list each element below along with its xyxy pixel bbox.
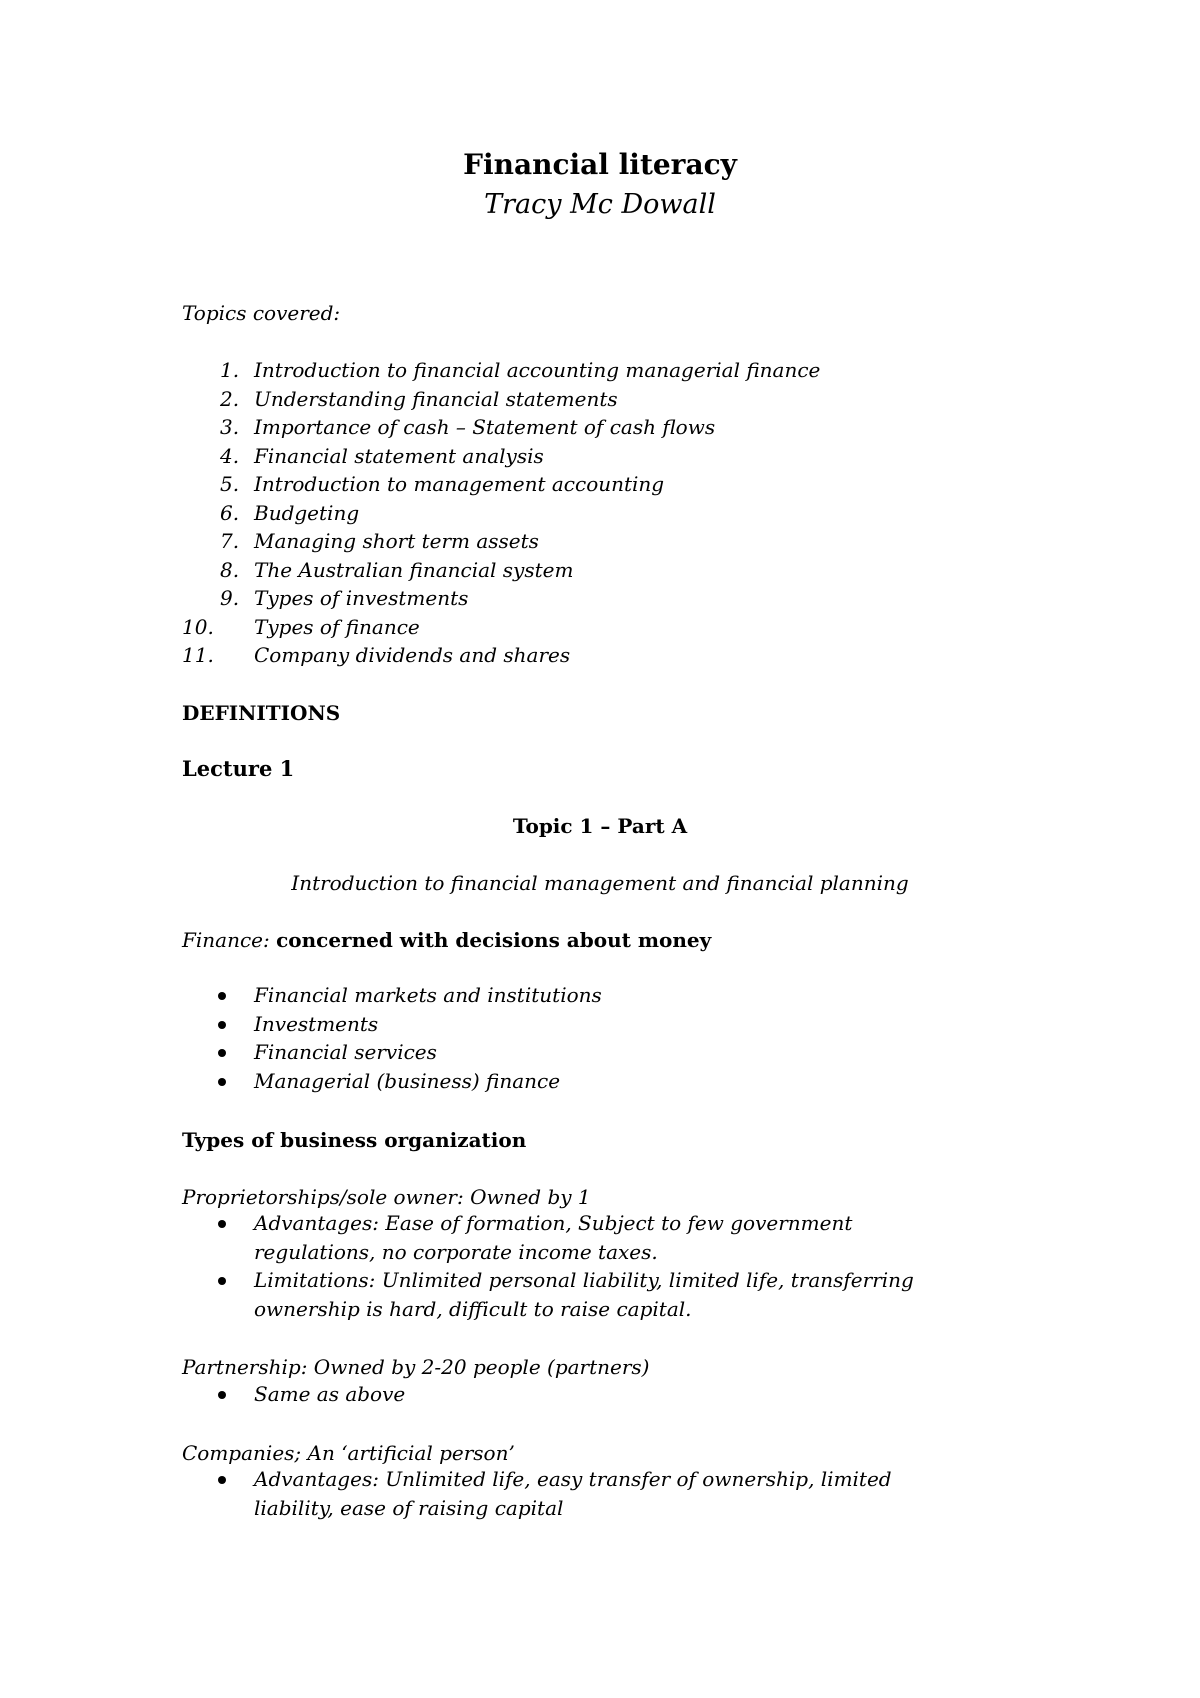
list-item [182,1380,974,1409]
proprietorship-list [182,1209,974,1323]
finance-list [182,981,974,1095]
topic-subtitle: Introduction to financial management and financial planning [291,871,909,895]
finance-definition [182,927,711,953]
list-item [182,1067,974,1096]
topic-item [182,613,820,642]
list-item-text: Advantages: Ease of formation, Subject to few government regulations, no corporate income taxes. [254,1211,853,1264]
bullet-icon [218,1049,226,1057]
list-item-text: Same as above [254,1382,406,1406]
definitions-heading: DEFINITIONS [182,701,341,725]
topics-heading: Topics covered: [182,301,341,325]
proprietorship-heading: Proprietorships/sole owner: Owned by 1 [182,1185,591,1209]
bullet-icon [218,992,226,1000]
document-title: Financial literacy [463,148,737,181]
topic-item [182,527,820,556]
topic-text: Financial statement analysis [254,443,544,468]
topic-number: 9. [220,586,240,610]
topic-number: 6. [220,500,240,525]
topic-text: Company dividends and shares [254,643,571,667]
bullet-icon [218,1277,226,1285]
topic-text: Budgeting [254,500,360,525]
topic-text: Managing short term assets [254,529,539,553]
topic-number: 4. [220,443,240,468]
companies-list [182,1465,974,1522]
topics-list [182,356,820,670]
list-item [182,1465,974,1522]
list-item-text: Managerial (business) finance [254,1068,561,1093]
topic-number: 5. [220,472,240,496]
list-item-text: Financial markets and institutions [254,983,602,1007]
list-item-text: Investments [254,1011,379,1036]
topic-text: Introduction to financial accounting managerial finance [254,358,821,382]
topic-number: 2. [220,386,240,411]
bullet-icon [218,1476,226,1484]
topic-number: 7. [220,529,240,553]
topic-item [182,442,820,471]
topic-item [182,385,820,414]
list-item [182,1266,974,1323]
topic-part-heading: Topic 1 – Part A [512,814,688,838]
partnership-heading: Partnership: Owned by 2-20 people (partners) [182,1355,650,1379]
topic-text: Introduction to management accounting [254,472,665,496]
topic-number: 1. [220,358,240,382]
list-item [182,1038,974,1067]
topic-item [182,356,820,385]
bullet-icon [218,1220,226,1228]
topic-text: Understanding financial statements [254,386,618,411]
topic-item [182,413,820,442]
topic-item [182,641,820,670]
topic-text: Types of finance [254,614,420,639]
bullet-icon [218,1391,226,1399]
topic-item [182,470,820,499]
topic-number: 11. [182,643,214,667]
finance-description: concerned with decisions about money [276,928,712,952]
finance-term: Finance: [182,928,270,952]
topic-text: The Australian financial system [254,557,574,582]
topic-number: 8. [220,557,240,582]
list-item [182,1209,974,1266]
companies-heading: Companies; An ‘artificial person’ [182,1441,515,1465]
topic-number: 3. [220,415,240,439]
topic-item [182,499,820,528]
topic-item [182,556,820,585]
list-item [182,1010,974,1039]
topic-item [182,584,820,613]
business-types-heading: Types of business organization [182,1128,527,1152]
lecture-heading: Lecture 1 [182,756,295,781]
topic-text: Types of investments [254,586,469,610]
document-author: Tracy Mc Dowall [484,189,716,220]
list-item-text: Limitations: Unlimited personal liability, limited life, transferring ownership is hard, difficult to raise capital. [254,1268,914,1321]
list-item-text: Financial services [254,1040,437,1064]
bullet-icon [218,1078,226,1086]
topic-text: Importance of cash – Statement of cash flows [254,415,716,439]
partnership-list [182,1380,974,1409]
bullet-icon [218,1021,226,1029]
topic-number: 10. [182,614,214,639]
list-item-text: Advantages: Unlimited life, easy transfer of ownership, limited liability, ease of raising capital [254,1467,892,1520]
list-item [182,981,974,1010]
